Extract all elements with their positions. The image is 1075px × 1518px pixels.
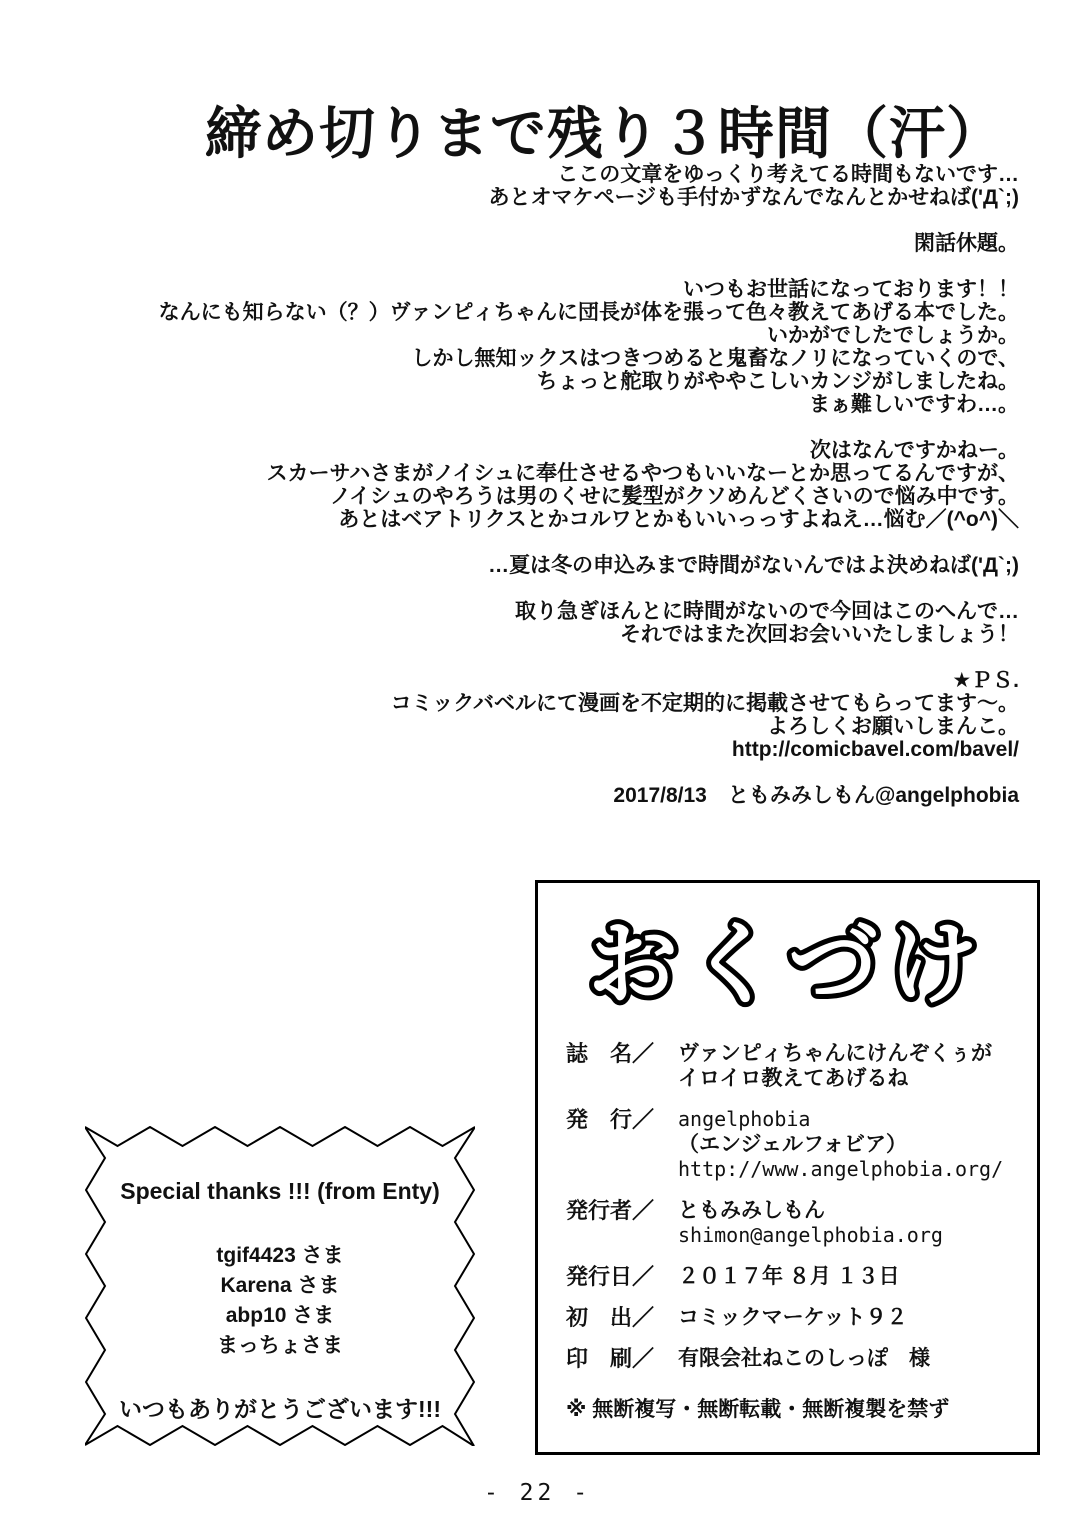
body-line: まぁ難しいですわ…。 bbox=[809, 393, 1019, 416]
colophon-label: 誌 名／ bbox=[566, 1041, 655, 1066]
colophon-value: angelphobia bbox=[678, 1107, 811, 1131]
paragraph signature-line bbox=[159, 784, 1019, 807]
colophon-rows bbox=[566, 1041, 1016, 1423]
body-line: コミックバベルにて漫画を不定期的に掲載させてもらってます～。 bbox=[390, 692, 1019, 715]
page-title: 締め切りまで残り３時間（汗） bbox=[205, 101, 1003, 165]
thanks-name: tgif4423 さま bbox=[216, 1244, 344, 1267]
thanks-names bbox=[85, 1241, 475, 1361]
body-line: それではまた次回お会いいたしましょう！ bbox=[620, 623, 1019, 646]
colophon-box bbox=[535, 880, 1040, 1455]
paragraph bbox=[159, 439, 1019, 531]
signature-line: 2017/8/13 ともみみしもん@angelphobia bbox=[613, 784, 1019, 807]
body-line: 閑話休題。 bbox=[914, 232, 1019, 255]
body-line: ★ＰＳ. bbox=[952, 669, 1019, 692]
paragraph bbox=[159, 278, 1019, 416]
thanks-title: Special thanks !!! (from Enty) bbox=[120, 1178, 440, 1204]
paragraph bbox=[159, 600, 1019, 646]
thanks-footer: いつもありがとうございます!!! bbox=[119, 1396, 441, 1422]
colophon-value: ともみみしもん bbox=[678, 1199, 825, 1222]
body-line: しかし無知ックスはつきつめると鬼畜なノリになっていくので、 bbox=[411, 347, 1019, 370]
colophon-row bbox=[566, 1346, 1016, 1371]
body-line: スカーサハさまがノイシュに奉仕させるやつもいいなーとか思ってるんですが、 bbox=[266, 462, 1019, 485]
paragraph bbox=[159, 163, 1019, 209]
colophon-row bbox=[566, 1041, 1016, 1091]
body-line: ここの文章をゆっくり考えてる時間もないです… bbox=[557, 163, 1019, 186]
paragraph bbox=[159, 669, 1019, 761]
thanks-name: Karena さま bbox=[220, 1274, 340, 1297]
colophon-label: 発行日／ bbox=[566, 1264, 655, 1289]
colophon-title-art bbox=[558, 897, 1018, 1022]
colophon-url: http://www.angelphobia.org/ bbox=[678, 1157, 1004, 1181]
paragraph bbox=[159, 554, 1019, 577]
thanks-name: まっちょさま bbox=[217, 1334, 343, 1357]
thanks-name: abp10 さま bbox=[225, 1304, 335, 1327]
colophon-row bbox=[566, 1198, 1016, 1248]
thanks-content bbox=[85, 1126, 475, 1446]
body-line: ノイシュのやろうは男のくせに髪型がクソめんどくさいので悩み中です。 bbox=[329, 485, 1019, 508]
colophon-title: おくづけ bbox=[588, 912, 988, 1017]
body-line: なんにも知らない（？）ヴァンピィちゃんに団長が体を張って色々教えてあげる本でした。 bbox=[158, 301, 1019, 324]
colophon-value: コミックマーケット９２ bbox=[678, 1306, 908, 1329]
colophon-label: 初 出／ bbox=[566, 1305, 655, 1330]
paragraph bbox=[159, 232, 1019, 255]
colophon-label: 発行者／ bbox=[566, 1198, 655, 1223]
body-line: あとオマケページも手付かずなんでなんとかせねば('Д`;) bbox=[488, 186, 1019, 209]
body-line: ちょっと舵取りがややこしいカンジがしましたね。 bbox=[536, 370, 1019, 393]
page-number: - 22 - bbox=[483, 1480, 592, 1506]
body-line: よろしくお願いしまんこ。 bbox=[767, 715, 1019, 738]
colophon-row bbox=[566, 1305, 1016, 1330]
colophon-label: 印 刷／ bbox=[566, 1346, 655, 1371]
colophon-value: （エンジェルフォビア） bbox=[678, 1133, 908, 1156]
colophon-row bbox=[566, 1264, 1016, 1289]
body-line: あとはベアトリクスとかコルワとかもいいっっすよねえ…悩む／(^o^)＼ bbox=[338, 508, 1019, 531]
colophon-value: ２０１７年 ８月 １３日 bbox=[678, 1265, 900, 1288]
colophon-value: 有限会社ねこのしっぽ 様 bbox=[678, 1347, 930, 1370]
body-line: …夏は冬の申込みまで時間がないんではよ決めねば('Д`;) bbox=[488, 554, 1019, 577]
colophon-value: ヴァンピィちゃんにけんぞくぅが bbox=[678, 1042, 992, 1065]
colophon-email: shimon@angelphobia.org bbox=[678, 1223, 943, 1247]
body-line: いつもお世話になっております！！ bbox=[683, 278, 1019, 301]
colophon-label: 発 行／ bbox=[566, 1107, 655, 1132]
body-line: いかがでしたでしょうか。 bbox=[767, 324, 1019, 347]
body-line: 次はなんですかねー。 bbox=[809, 439, 1019, 462]
afterword-body bbox=[159, 163, 1019, 830]
special-thanks-box bbox=[85, 1126, 475, 1446]
colophon-value: イロイロ教えてあげるね bbox=[678, 1067, 909, 1090]
copyright-notice: ※ 無断複写・無断転載・無断複製を禁ず bbox=[566, 1398, 950, 1421]
body-line: 取り急ぎほんとに時間がないので今回はこのへんで… bbox=[515, 600, 1019, 623]
colophon-row bbox=[566, 1107, 1016, 1182]
body-line: http://comicbavel.com/bavel/ bbox=[731, 738, 1019, 761]
